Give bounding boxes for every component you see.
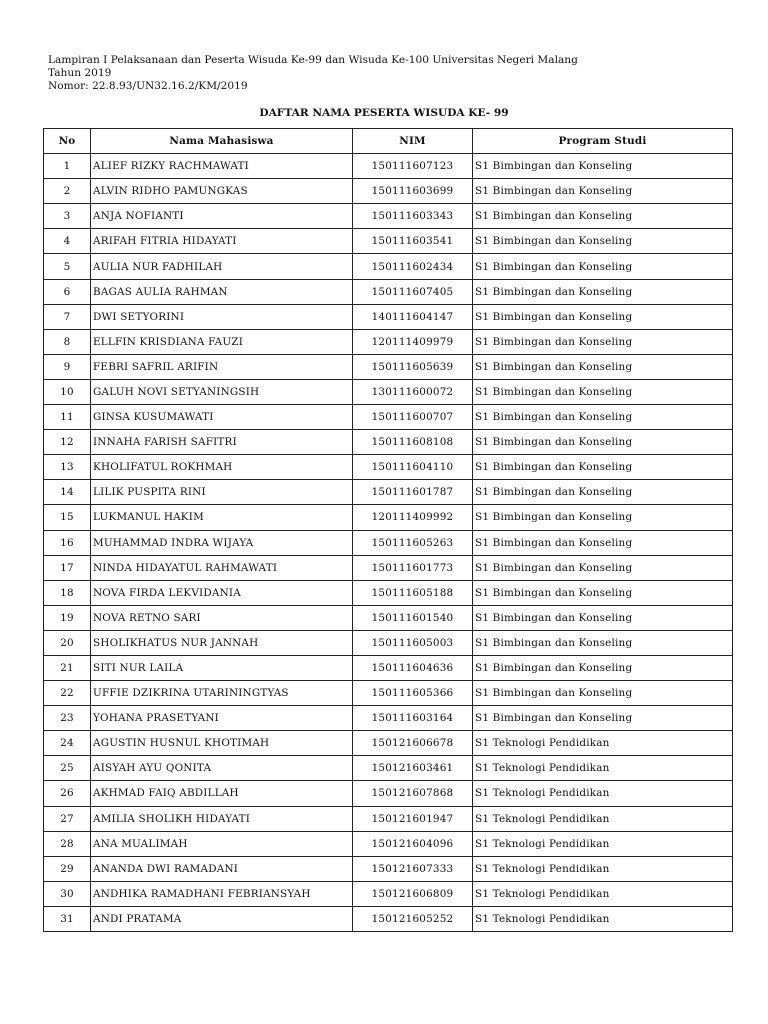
cell-name: YOHANA PRASETYANI xyxy=(91,706,353,731)
cell-name: AULIA NUR FADHILAH xyxy=(91,254,353,279)
cell-no: 5 xyxy=(44,254,91,279)
cell-program: S1 Teknologi Pendidikan xyxy=(473,831,733,856)
cell-nim: 150121604096 xyxy=(353,831,473,856)
cell-name: NOVA RETNO SARI xyxy=(91,605,353,630)
cell-name: UFFIE DZIKRINA UTARININGTYAS xyxy=(91,681,353,706)
cell-program: S1 Teknologi Pendidikan xyxy=(473,906,733,931)
header-line-3: Nomor: 22.8.93/UN32.16.2/KM/2019 xyxy=(48,80,248,92)
cell-nim: 150121607333 xyxy=(353,856,473,881)
cell-nim: 150111608108 xyxy=(353,430,473,455)
cell-no: 27 xyxy=(44,806,91,831)
table-row xyxy=(44,480,733,505)
cell-no: 19 xyxy=(44,605,91,630)
cell-name: AGUSTIN HUSNUL KHOTIMAH xyxy=(91,731,353,756)
cell-no: 3 xyxy=(44,204,91,229)
table-row xyxy=(44,555,733,580)
cell-no: 26 xyxy=(44,781,91,806)
cell-program: S1 Teknologi Pendidikan xyxy=(473,756,733,781)
cell-nim: 150111605263 xyxy=(353,530,473,555)
document-header xyxy=(48,54,578,93)
cell-name: LILIK PUSPITA RINI xyxy=(91,480,353,505)
cell-no: 25 xyxy=(44,756,91,781)
table-row xyxy=(44,881,733,906)
table-row xyxy=(44,354,733,379)
cell-program: S1 Teknologi Pendidikan xyxy=(473,856,733,881)
cell-no: 28 xyxy=(44,831,91,856)
cell-program: S1 Teknologi Pendidikan xyxy=(473,881,733,906)
cell-no: 2 xyxy=(44,179,91,204)
cell-no: 1 xyxy=(44,154,91,179)
table-row xyxy=(44,856,733,881)
table-row xyxy=(44,304,733,329)
table-row xyxy=(44,655,733,680)
cell-name: ANJA NOFIANTI xyxy=(91,204,353,229)
cell-no: 6 xyxy=(44,279,91,304)
cell-program: S1 Bimbingan dan Konseling xyxy=(473,279,733,304)
cell-no: 7 xyxy=(44,304,91,329)
cell-nim: 120111409992 xyxy=(353,505,473,530)
cell-nim: 150111603164 xyxy=(353,706,473,731)
table-row xyxy=(44,379,733,404)
table-row xyxy=(44,229,733,254)
table-row xyxy=(44,806,733,831)
cell-name: MUHAMMAD INDRA WIJAYA xyxy=(91,530,353,555)
cell-name: ANA MUALIMAH xyxy=(91,831,353,856)
cell-nim: 150111605639 xyxy=(353,354,473,379)
table-row xyxy=(44,204,733,229)
cell-nim: 150111607123 xyxy=(353,154,473,179)
cell-program: S1 Bimbingan dan Konseling xyxy=(473,379,733,404)
cell-program: S1 Bimbingan dan Konseling xyxy=(473,304,733,329)
cell-no: 13 xyxy=(44,455,91,480)
table-row xyxy=(44,731,733,756)
cell-nim: 140111604147 xyxy=(353,304,473,329)
cell-no: 17 xyxy=(44,555,91,580)
table-row xyxy=(44,154,733,179)
table-row xyxy=(44,254,733,279)
cell-no: 22 xyxy=(44,681,91,706)
table-row xyxy=(44,756,733,781)
cell-nim: 150111604110 xyxy=(353,455,473,480)
cell-nim: 150121601947 xyxy=(353,806,473,831)
cell-nim: 150111601773 xyxy=(353,555,473,580)
table-row xyxy=(44,329,733,354)
cell-no: 20 xyxy=(44,630,91,655)
table-row xyxy=(44,630,733,655)
cell-name: KHOLIFATUL ROKHMAH xyxy=(91,455,353,480)
cell-nim: 150111605003 xyxy=(353,630,473,655)
cell-program: S1 Bimbingan dan Konseling xyxy=(473,580,733,605)
cell-program: S1 Bimbingan dan Konseling xyxy=(473,530,733,555)
cell-no: 10 xyxy=(44,379,91,404)
cell-program: S1 Bimbingan dan Konseling xyxy=(473,430,733,455)
cell-no: 30 xyxy=(44,881,91,906)
cell-nim: 150111604636 xyxy=(353,655,473,680)
table-row xyxy=(44,781,733,806)
cell-name: BAGAS AULIA RAHMAN xyxy=(91,279,353,304)
table-row xyxy=(44,906,733,931)
cell-name: ALIEF RIZKY RACHMAWATI xyxy=(91,154,353,179)
column-header-name: Nama Mahasiswa xyxy=(91,129,353,154)
cell-program: S1 Bimbingan dan Konseling xyxy=(473,505,733,530)
cell-name: GALUH NOVI SETYANINGSIH xyxy=(91,379,353,404)
cell-no: 31 xyxy=(44,906,91,931)
participants-table xyxy=(43,128,733,932)
table-body xyxy=(44,154,733,932)
cell-no: 18 xyxy=(44,580,91,605)
cell-nim: 150121607868 xyxy=(353,781,473,806)
cell-name: AMILIA SHOLIKH HIDAYATI xyxy=(91,806,353,831)
table-row xyxy=(44,681,733,706)
cell-program: S1 Bimbingan dan Konseling xyxy=(473,254,733,279)
cell-no: 9 xyxy=(44,354,91,379)
cell-nim: 150121606809 xyxy=(353,881,473,906)
cell-program: S1 Bimbingan dan Konseling xyxy=(473,154,733,179)
cell-program: S1 Bimbingan dan Konseling xyxy=(473,655,733,680)
cell-program: S1 Bimbingan dan Konseling xyxy=(473,179,733,204)
column-header-program: Program Studi xyxy=(473,129,733,154)
cell-nim: 120111409979 xyxy=(353,329,473,354)
cell-program: S1 Teknologi Pendidikan xyxy=(473,781,733,806)
table-row xyxy=(44,831,733,856)
cell-nim: 150111605188 xyxy=(353,580,473,605)
cell-no: 12 xyxy=(44,430,91,455)
cell-name: ANDI PRATAMA xyxy=(91,906,353,931)
cell-program: S1 Bimbingan dan Konseling xyxy=(473,204,733,229)
table-row xyxy=(44,505,733,530)
cell-nim: 150111602434 xyxy=(353,254,473,279)
cell-name: ANDHIKA RAMADHANI FEBRIANSYAH xyxy=(91,881,353,906)
cell-program: S1 Bimbingan dan Konseling xyxy=(473,681,733,706)
table-row xyxy=(44,605,733,630)
cell-name: AKHMAD FAIQ ABDILLAH xyxy=(91,781,353,806)
cell-nim: 150121606678 xyxy=(353,731,473,756)
header-line-1: Lampiran I Pelaksanaan dan Peserta Wisuda Ke-99 dan Wisuda Ke-100 Universitas Negeri Malang xyxy=(48,54,578,66)
cell-program: S1 Bimbingan dan Konseling xyxy=(473,480,733,505)
cell-no: 29 xyxy=(44,856,91,881)
cell-no: 4 xyxy=(44,229,91,254)
cell-name: SITI NUR LAILA xyxy=(91,655,353,680)
cell-nim: 150111603343 xyxy=(353,204,473,229)
cell-program: S1 Teknologi Pendidikan xyxy=(473,806,733,831)
cell-name: NOVA FIRDA LEKVIDANIA xyxy=(91,580,353,605)
cell-nim: 150111603541 xyxy=(353,229,473,254)
cell-no: 21 xyxy=(44,655,91,680)
cell-name: GINSA KUSUMAWATI xyxy=(91,405,353,430)
cell-program: S1 Bimbingan dan Konseling xyxy=(473,555,733,580)
cell-nim: 150111605366 xyxy=(353,681,473,706)
table-header-row xyxy=(44,129,733,154)
header-line-2: Tahun 2019 xyxy=(48,67,112,79)
table-row xyxy=(44,455,733,480)
cell-no: 11 xyxy=(44,405,91,430)
cell-nim: 150121605252 xyxy=(353,906,473,931)
cell-program: S1 Bimbingan dan Konseling xyxy=(473,706,733,731)
cell-name: AISYAH AYU QONITA xyxy=(91,756,353,781)
table-row xyxy=(44,179,733,204)
table-row xyxy=(44,405,733,430)
table-row xyxy=(44,279,733,304)
cell-program: S1 Bimbingan dan Konseling xyxy=(473,605,733,630)
table-row xyxy=(44,580,733,605)
cell-name: ELLFIN KRISDIANA FAUZI xyxy=(91,329,353,354)
cell-name: NINDA HIDAYATUL RAHMAWATI xyxy=(91,555,353,580)
cell-name: DWI SETYORINI xyxy=(91,304,353,329)
cell-program: S1 Teknologi Pendidikan xyxy=(473,731,733,756)
cell-name: FEBRI SAFRIL ARIFIN xyxy=(91,354,353,379)
cell-nim: 150111600707 xyxy=(353,405,473,430)
cell-nim: 150111603699 xyxy=(353,179,473,204)
cell-program: S1 Bimbingan dan Konseling xyxy=(473,329,733,354)
column-header-nim: NIM xyxy=(353,129,473,154)
cell-name: ANANDA DWI RAMADANI xyxy=(91,856,353,881)
cell-name: INNAHA FARISH SAFITRI xyxy=(91,430,353,455)
cell-nim: 150111607405 xyxy=(353,279,473,304)
cell-nim: 150121603461 xyxy=(353,756,473,781)
cell-no: 16 xyxy=(44,530,91,555)
cell-name: ARIFAH FITRIA HIDAYATI xyxy=(91,229,353,254)
cell-no: 14 xyxy=(44,480,91,505)
document-title: DAFTAR NAMA PESERTA WISUDA KE- 99 xyxy=(259,107,509,119)
cell-program: S1 Bimbingan dan Konseling xyxy=(473,455,733,480)
column-header-no: No xyxy=(44,129,91,154)
cell-nim: 150111601540 xyxy=(353,605,473,630)
table-row xyxy=(44,706,733,731)
cell-program: S1 Bimbingan dan Konseling xyxy=(473,354,733,379)
cell-nim: 150111601787 xyxy=(353,480,473,505)
cell-program: S1 Bimbingan dan Konseling xyxy=(473,229,733,254)
table-row xyxy=(44,430,733,455)
cell-no: 23 xyxy=(44,706,91,731)
cell-name: SHOLIKHATUS NUR JANNAH xyxy=(91,630,353,655)
cell-nim: 130111600072 xyxy=(353,379,473,404)
cell-name: ALVIN RIDHO PAMUNGKAS xyxy=(91,179,353,204)
cell-no: 8 xyxy=(44,329,91,354)
cell-program: S1 Bimbingan dan Konseling xyxy=(473,630,733,655)
cell-no: 15 xyxy=(44,505,91,530)
table-row xyxy=(44,530,733,555)
cell-no: 24 xyxy=(44,731,91,756)
cell-program: S1 Bimbingan dan Konseling xyxy=(473,405,733,430)
cell-name: LUKMANUL HAKIM xyxy=(91,505,353,530)
